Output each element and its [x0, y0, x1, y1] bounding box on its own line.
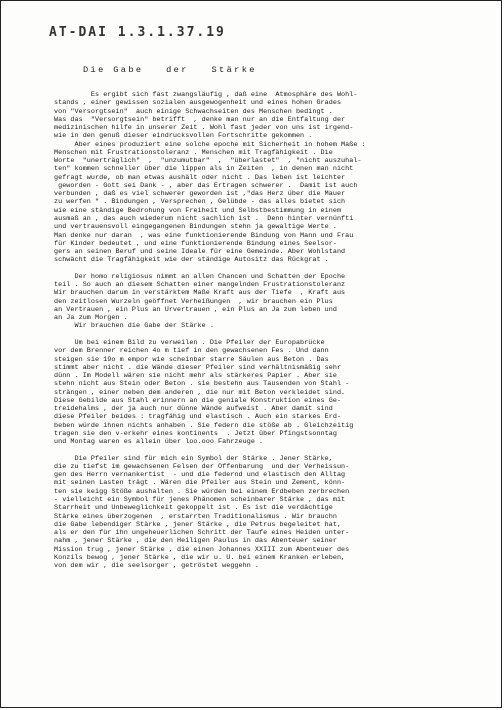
text-line: Der homo religiosus nimmt an allen Chancen und Schatten der Epoche [54, 272, 346, 281]
text-line: steigen sie 19o m empor wie scheinbar starre Säulen aus Beton . Das [54, 355, 329, 364]
text-line: beben würde ihnen nichts anhaben . Sie federn die stöße ab . Gleichzeitig [54, 421, 354, 430]
text-line: - vielleicht ein Symbol für jenes Phänomen scheinbarer Stärke , das mit [54, 496, 346, 505]
text-line [54, 446, 484, 454]
text-line: wie in den genuß dieser eindrucksvollen Fortschritte gekommen . [54, 132, 313, 141]
text-line: Stärke eines überzogenen , erstarrten Traditionalismus . Wir brauchn [54, 512, 337, 521]
text-line: gers an seinen Beruf und seine Ideale für eine Gemeinde. Aber Wohlstand [54, 248, 346, 257]
text-line: gefragt wurde, ob man etwas aushält oder nicht . Das leben ist leichter [54, 173, 346, 182]
text-line: nahm , jener Stärke , die den Heiligen Paulus in das Abenteuer seiner [54, 537, 337, 546]
text-line: Wir brauchen darum in verstärktem Maße Kraft aus der Tiefe , Kraft aus [54, 289, 346, 298]
text-line: von dem wir , die seelsorger , getröstet weggehn . [54, 562, 260, 571]
text-line: Konzils bewog , jener Stärke , die wir u. U. bei einem Kranken erleben, [54, 553, 346, 562]
text-line [54, 265, 484, 273]
text-line: und vertrauensvoll eingegangenen Bindungen stehn ja gewaltige Werte . [54, 223, 337, 232]
text-line [54, 331, 484, 339]
text-line: und Montag waren es allein über loo.ooo Fahrzeuge . [54, 438, 264, 447]
text-line: Starrheit und Unbeweglichkeit gekoppelt ist . Es ist die verdächtige [54, 504, 333, 513]
text-line: schwächt die Tragfähigkeit wie der ständige Autositz das Rückgrat . [54, 256, 329, 265]
text-line: geworden - Gott sei Dank - , aber das Ertragen schwerer . Damit ist auch [54, 181, 358, 190]
text-line: mit seinen Lasten trägt . Wären die Pfeiler aus Stein und Zement, könn- [54, 479, 346, 488]
document-body [54, 91, 484, 570]
document-title: Die Gabe der Stärke [83, 65, 257, 75]
text-line: tragen sie den v-erkehr eines kontinents . Jetzt über Pfingstsonntag [54, 429, 337, 438]
text-line: treidehalms , der ja auch nur dünne Wände aufweist . Aber damit sind [54, 405, 333, 414]
archive-stamp: AT-DAI 1.3.1.37.19 [49, 25, 226, 40]
text-line: Um bei einem Bild zu verweilen . Die Pfeiler der Europabrücke [54, 338, 325, 347]
text-line: stimmt aber nicht . die Wände dieser Pfeiler sind verhältnismäßig sehr [54, 363, 342, 372]
text-line: wie eine ständige Bedrohung von Freiheit und Selbstbestimmung in einem [54, 206, 342, 215]
text-line: medizinischen hilfe in unserer Zeit . Wohl fast jeder von uns ist irgend- [54, 124, 354, 133]
text-line: Die Pfeiler sind für mich ein Symbol der Stärke . Jener Stärke, [54, 454, 333, 463]
text-line: dünn . Im Modell wären sie nicht mehr als stärkeres Papier . Aber sie [54, 372, 337, 381]
text-line: ausmaß an , das auch wiederum nicht sachlich ist . Denn hinter vernünfti [54, 214, 354, 223]
text-line: Wir brauchen die Gabe der Stärke . [54, 322, 214, 331]
text-line: Man denke nur daran , was eine funktionierende Bindung von Mann und Frau [54, 231, 354, 240]
text-line: diese Pfeiler beides : tragfähig und elastisch . Auch ein starkes Erd- [54, 413, 342, 422]
text-line: Menschen mit Frustrationstoleranz . Menschen mit Tragfähigkeit . Die [54, 148, 333, 157]
text-line: vor dem Brenner reichen 4o m tief in den gewachsenen Fes . Und dann [54, 347, 329, 356]
text-line: Aber eines produziert eine solche epoche mit Sicherheit in hohem Maße : [54, 140, 366, 149]
text-line: Was das "Versorgtsein" betrifft , denke man nur an die Entfaltung der [54, 115, 346, 124]
text-line: zu werfen " . Bindungen , Versprechen , Gelübde - das alles bietet sich [54, 198, 346, 207]
text-line: ten sie keigg Stöße aushalten . Sie würden bei einem Erdbeben zerbrechen [54, 487, 350, 496]
text-line: von "Versorgtsein" auch einige Schwachseiten des Menschen bedingt . [54, 107, 333, 116]
text-line: Worte "unerträglich" , "unzumutbar" , "überlastet" , "nicht auszuhal- [54, 157, 362, 166]
text-line: die zu tiefst im gewachsenen Felsen der Offenbarung und der Verheissun- [54, 462, 350, 471]
text-line: stands , einer gewissen sozialen ausgewogenheit und eines hohen Grades [54, 99, 342, 108]
text-line: an Ja zum Morgen . [54, 314, 128, 323]
text-line: Es ergibt sich fast zwangsläufig , daß eine Atmosphäre des Wohl- [54, 91, 358, 99]
text-line: teil . So auch an diesem Schatten einer mangelnden Frustrationstoleranz [54, 281, 346, 290]
text-line: Mission trug , jener Stärke , die einen Johannes XXIII zum Abenteuer des [54, 545, 350, 554]
text-line: stehn nicht aus Stein oder Beton . sie bestehn aus Tausenden von Stahl - [54, 380, 350, 389]
text-line: an Vertrauen , ein Plus an Urvertrauen , ein Plus an Ja zum leben und [54, 305, 337, 314]
text-line: die Gabe lebendiger Stärke , jener Stärke , die Petrus begeleitet hat, [54, 520, 342, 529]
text-line: den zeitlosen Wurzeln geöffnet Verheißungen , wir brauchen ein Plus [54, 297, 333, 306]
text-line: als er den für ihn ungeheuerlichen Schritt der Taufe eines Heiden unter- [54, 529, 350, 538]
text-line: verbunden , daß es viel schwerer geworden ist ,"das Herz über die Mauer [54, 190, 346, 199]
text-line: Diese Gebilde aus Stahl erinnern an die geniale Konstruktion eines Ge- [54, 396, 342, 405]
text-line: gen des Herrn vernankertist - und die federnd und elastisch den Alltag [54, 471, 346, 480]
text-line: für Kinder bedeutet , und eine funktionierende Bindung eines Seelsor- [54, 239, 337, 248]
text-line: ten" kommen schneller über die lippen als in Zeiten , in denen man nicht [54, 165, 354, 174]
text-line: strängen , einer neben dem anderen , die nur mit Beton verkleidet sind. [54, 388, 346, 397]
